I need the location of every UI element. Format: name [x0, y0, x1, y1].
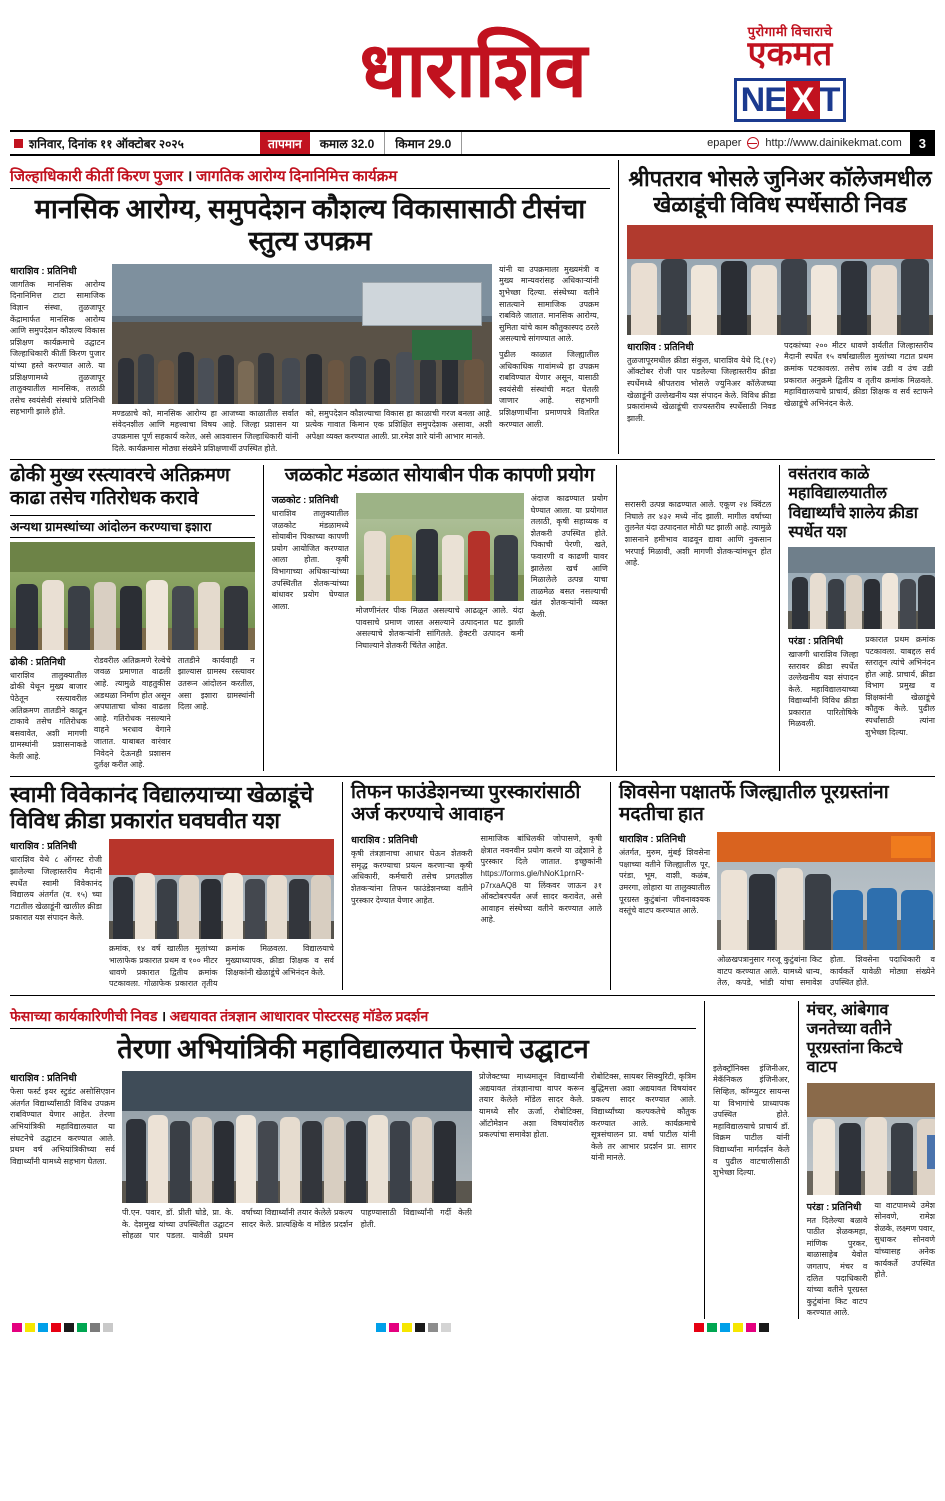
color-group-right — [694, 1323, 772, 1332]
mid-left-byline: ढोकी : प्रतिनिधी — [10, 656, 66, 668]
swatch-cyan-3 — [720, 1323, 730, 1332]
swatch-magenta — [12, 1323, 22, 1332]
page-number: 3 — [910, 132, 935, 154]
mid-right-byline: परंडा : प्रतिनिधी — [788, 635, 843, 647]
top-right-text-1: तुळजापूरमधील क्रीडा संकुल, धाराशिव येथे दि.(१२) ऑक्टोबर रोजी पार पडलेल्या जिल्हास्तरीय क्रीडा स्पर्धेमध्ये श्रीपतराव भोसले ज्युनिअर कॉलेजच्या खेळाडूंनी उल्लेखनीय यश संपादन केले. विविध क्रीडा प्रकारांमध्ये खेळाडूंची राज्यस्तरीय स्पर्धेसाठी निवड झाली. — [627, 355, 776, 423]
lead-kicker-right: जागतिक आरोग्य दिनानिमित्त कार्यक्रम — [196, 169, 398, 185]
bottom-right-headline: मंचर, आंबेगाव जनतेच्या वतीने पूरग्रस्तांना किटचे वाटप — [806, 1001, 903, 1077]
lead-text-4: यांनी या उपक्रमाला मुख्यमंत्री व मुख्य मान्यवरांसह अधिकाऱ्यांनी शुभेच्छा दिल्या. संस्थेच्या वतीने सातत्याने सामाजिक उपक्रम राबविले जातात. मानसिक आरोग्य, सुमिता यांचे काम कौतुकास्पद ठरले असल्याचे सांगण्यात आले. — [499, 264, 599, 344]
temperature-label: तापमान — [260, 132, 310, 154]
temperature-max: कमाल 32.0 — [310, 132, 386, 154]
publication-date: शनिवार, दिनांक ११ ऑक्टोबर २०२५ — [29, 136, 184, 151]
ekmat-wordmark: एकमत — [747, 36, 833, 73]
lead-photo-wrap — [112, 264, 492, 454]
top-right-story — [618, 160, 933, 454]
low-right-text-2: ओळखपत्रानुसार गरजू कुटुंबांना किट वाटप करण्यात आले. यामध्ये धान्य, तेल, कपडे, भांडी यांचा समावेश होता. शिवसेना पदाधिकारी व कार्यकर्ते यावेळी मोठ्या संख्येने उपस्थित होते. — [717, 955, 935, 988]
bottom-headline: तेरणा अभियांत्रिकी महाविद्यालयात फेसाचे उद्घाटन — [117, 1033, 589, 1064]
bottom-right-photo — [807, 1083, 935, 1195]
low-center-story — [342, 782, 602, 990]
lead-col-1 — [10, 264, 105, 454]
lead-kicker — [10, 166, 610, 186]
swatch-black-2 — [415, 1323, 425, 1332]
swatch-lightgray — [103, 1323, 113, 1332]
bottom-kicker — [10, 1007, 696, 1026]
bottom-story — [10, 1001, 696, 1319]
swatch-black-3 — [759, 1323, 769, 1332]
temperature-min: किमान 29.0 — [385, 132, 462, 154]
swatch-green — [77, 1323, 87, 1332]
bottom-photo — [122, 1071, 472, 1203]
lead-kicker-sep: । — [186, 169, 193, 185]
mid-right-text-2: प्रकारात प्रथम क्रमांक पटकावला. याबद्दल सर्व स्तरातून त्यांचे अभिनंदन होत आहे. प्राचार्य, क्रीडा विभाग प्रमुख व शिक्षकांनी खेळाडूंचे कौतुक केले. पुढील स्पर्धांसाठी त्यांना शुभेच्छा दिल्या. — [865, 634, 936, 737]
infobar-spacer — [462, 132, 707, 154]
mid-right-photo — [788, 547, 935, 629]
lead-photo — [112, 264, 492, 404]
mid-center-text-2: मोजणीनंतर पीक मिळत असल्याचे आढळून आले. यंदा पावसाचे प्रमाण जास्त असल्याने उत्पादनात घट झाली असल्याचे शेतकऱ्यांनी सांगितले. हेक्टरी उत्पादन कमी निघाल्याने शेतकरी चिंतेत आहेत. — [355, 605, 524, 650]
ekmat-tagline: पुरोगामी विचाराचे — [747, 24, 833, 39]
low-left-headline: स्वामी विवेकानंद विद्यालयाच्या खेळाडूंचे विविध क्रीडा प्रकारांत घवघवीत यश — [10, 781, 314, 834]
bottom-text-3: प्रोजेक्टच्या माध्यमातून विद्यार्थ्यांनी अद्ययावत तंत्रज्ञानाचा वापर करून तयार केलेले मॉडेल सादर केले. यामध्ये सौर ऊर्जा, रोबोटिक्स, ऑटोमेशन अशा विषयांवरील प्रकल्पांचा समावेश होता. — [479, 1072, 584, 1140]
mid-center-story — [263, 465, 608, 771]
bottom-right-story — [798, 1001, 935, 1319]
globe-icon — [747, 137, 759, 149]
mid-center-photo — [356, 493, 524, 601]
low-center-byline: धाराशिव : प्रतिनिधी — [351, 835, 418, 847]
bottom-text-4: रोबोटिक्स, सायबर सिक्युरिटी, कृत्रिम बुद्धिमत्ता अशा अद्ययावत विषयांवर प्रकल्प सादर करण्यात आले. विद्यार्थ्यांच्या कल्पकतेचे कौतुक करण्यात आले. कार्यक्रमाचे सूत्रसंचालन प्रा. वर्षा पाटील यांनी केले तर आभार प्रदर्शन प्रा. सागर यांनी मानले. — [591, 1072, 696, 1163]
middle-section — [10, 465, 935, 771]
masthead — [10, 0, 935, 130]
bottom-right-text-2: या वाटपामध्ये उमेश सोनवणे, रामेश शेळके, लक्ष्मण पवार, सुधाकर सोनवणे यांच्यासह अनेक कार्यकर्ते उपस्थित होते. — [874, 1200, 936, 1280]
low-center-text-2: सामाजिक बांधिलकी जोपासणे, कृषी क्षेत्रात नवनवीन प्रयोग करणे या उद्देशाने हे पुरस्कार दिले जातात. इच्छुकांनी https://forms.gle/hNoK1prnR-p7rxaAQ8 या लिंकवर जाऊन ३१ ऑक्टोबरपर्यंत अर्ज सादर करावेत, असे आवाहन संस्थेच्या वतीने करण्यात आले आहे. — [480, 834, 602, 925]
bottom-kicker-right: अद्ययावत तंत्रज्ञान आधारावर पोस्टरसह मॉडेल प्रदर्शन — [169, 1009, 429, 1025]
mid-left-photo — [10, 542, 255, 650]
low-left-text-2: क्रमांक, १४ वर्ष खालील मुलांच्या भालाफेक प्रकारात प्रथम व १०० मीटर धावणे प्रकारात द्वितीय क्रमांक पटकावला. गोळाफेक प्रकारात तृतीय क्रमांक मिळवला. विद्यालयाचे मुख्याध्यापक, क्रीडा शिक्षक व सर्व शिक्षकांनी खेळाडूंचे अभिनंदन केले. — [109, 944, 334, 989]
swatch-red — [51, 1323, 61, 1332]
bottom-text-1: फेसा फर्स्ट इयर स्टुडंट असोसिएशन अंतर्गत विद्यार्थ्यांसाठी विविध उपक्रम राबविण्यात येणार आहेत. तेरणा अभियांत्रिकी महाविद्यालयात या संघटनेचे उद्घाटन करण्यात आले. प्रथम वर्ष अभियांत्रिकीच्या सर्व विद्यार्थ्यांनी यामध्ये सहभाग घेतला. — [10, 1087, 115, 1166]
bottom-extra-col — [704, 1001, 790, 1319]
mid-left-text-3: तातडीने कार्यवाही न झाल्यास ग्रामस्थ रस्त्यावर उतरून आंदोलन करतील, असा इशारा ग्रामस्थांनी दिला आहे. — [177, 655, 255, 712]
color-group-left — [12, 1323, 116, 1332]
swatch-black — [64, 1323, 74, 1332]
lead-text-5: पुढील काळात जिल्ह्यातील अधिकाधिक गावांमध्ये हा उपक्रम राबविण्यात येणार असून, यासाठी स्वयंसेवी संस्थांची मदत घेतली जाणार आहे. सहभागी प्रशिक्षणार्थींना प्रमाणपत्रे वितरित करण्यात आली. — [499, 349, 599, 429]
bottom-byline: धाराशिव : प्रतिनिधी — [10, 1073, 77, 1085]
swatch-gray-2 — [428, 1323, 438, 1332]
bottom-text-5: इलेक्ट्रॉनिक्स इंजिनीअर, मेकॅनिकल इंजिनीअर, सिव्हिल, कॉम्प्युटर सायन्स या विभागांचे प्राध्यापक उपस्थित होते. महाविद्यालयाचे प्राचार्य डॉ. विक्रम पाटील यांनी विद्यार्थ्यांना मार्गदर्शन केले व पुढील वाटचालीसाठी शुभेच्छा दिल्या. — [713, 1063, 790, 1178]
swatch-cyan — [38, 1323, 48, 1332]
ekmat-logo — [675, 22, 905, 122]
next-logo — [734, 78, 847, 122]
bottom-kicker-sep: । — [160, 1009, 167, 1025]
epaper-url: http://www.dainikekmat.com — [765, 137, 902, 149]
low-right-photo — [717, 832, 935, 950]
swatch-lightgray-2 — [441, 1323, 451, 1332]
low-right-byline: धाराशिव : प्रतिनिधी — [619, 834, 686, 846]
mid-center-text-3: अंदाज काढण्यात प्रयोग घेण्यात आला. या प्रयोगात तलाठी, कृषी सहाय्यक व शेतकरी उपस्थित होते. पिकाची पेरणी, खते, फवारणी व काढणी यावर झालेला खर्च आणि मिळालेले उत्पन्न याचा ताळमेळ बसत नसल्याची खंत शेतकऱ्यांनी व्यक्त केली. — [530, 493, 608, 619]
mid-center-text-1: धाराशिव तालुक्यातील जळकोट मंडळामध्ये सोयाबीन पिकाच्या कापणी प्रयोग आयोजित करण्यात आला होता. कृषी विभागाच्या अधिकाऱ्यांच्या उपस्थितीत शेतकऱ्यांच्या बांधावर प्रयोग घेण्यात आला. — [271, 508, 349, 611]
swatch-yellow-3 — [733, 1323, 743, 1332]
lead-story — [10, 160, 610, 454]
low-right-headline: शिवसेना पक्षातर्फे जिल्ह्यातील पूरग्रस्तांना मदतीचा हात — [619, 781, 889, 826]
publication-date-wrap — [10, 132, 260, 154]
next-logo-post: T — [819, 81, 840, 119]
bottom-right-text-1: मत दिलेल्या बळावे पाठीत शेळकमहा, मांणिक पुरकर, बाळासाहेब येवोत जगताप, मंचर व दलित पदाधिकारी यांच्या वतीने पूरग्रस्त कुटुंबांना किट वाटप करण्यात आले. — [806, 1215, 868, 1318]
top-right-text-2: पदकांच्या २०० मीटर धावणे शर्यतीत जिल्हास्तरीय मैदानी स्पर्धेत १५ वर्षाखालील मुलांच्या गटात प्रथम क्रमांक पटकावला. तसेच लांब उडी व उंच उडी प्रकारात अनुक्रमे द्वितीय व तृतीय क्रमांक मिळवले. महाविद्यालयाचे प्राचार्य, क्रीडा शिक्षक व सर्व स्टाफने खेळाडूंचे अभिनंदन केले. — [784, 340, 933, 408]
top-right-photo — [627, 225, 933, 335]
low-left-text-1: धाराशिव येथे ८ ऑगस्ट रोजी झालेल्या जिल्हास्तरीय मैदानी स्पर्धेत स्वामी विवेकानंद विद्यालय अंतर्गत (व. १५) च्या गटातील खेळाडूंनी खालील क्रीडा प्रकारात यश संपादन केले. — [10, 855, 102, 923]
swatch-magenta-3 — [746, 1323, 756, 1332]
lead-text-1: जागतिक मानसिक आरोग्य दिनानिमित्त टाटा सामाजिक विज्ञान संस्था, तुळजापूर केंद्रामार्फत मानसिक आरोग्य आणि समुपदेशन कौशल्य विकास प्रशिक्षण कार्यक्रमाचे उद्घाटन जिल्हाधिकारी कीर्ती किरण पुजार यांच्या हस्ते करण्यात आले. या प्रशिक्षणामध्ये तुळजापूर तालुक्यातील मानसिक, तलाठी तसेच स्वयंसेवी संस्थांचे प्रतिनिधी सहभागी झाले होते. — [10, 279, 105, 417]
low-center-headline: तिफन फाउंडेशनच्या पुरस्कारांसाठी अर्ज करण्याचे आवाहन — [351, 781, 581, 826]
mid-left-story — [10, 465, 255, 771]
lead-col-4 — [499, 264, 599, 454]
bottom-section — [10, 1001, 935, 1319]
swatch-yellow-2 — [402, 1323, 412, 1332]
newspaper-title: धाराशिव — [359, 29, 586, 113]
red-square-icon — [14, 139, 23, 148]
mid-right-story — [779, 465, 935, 771]
mid-center-headline: जळकोट मंडळात सोयाबीन पीक कापणी प्रयोग — [284, 465, 595, 487]
low-left-story — [10, 782, 334, 990]
mid-left-text-1: धाराशिव तालुक्यातील ढोकी येथून मुख्य बाजार पेठेतून रस्त्यावरील अतिक्रमण तातडीने काढून टाकावे तसेच गतिरोधक बसवावेत, अशी मागणी ग्रामस्थांनी प्रशासनाकडे केली आहे. — [10, 670, 87, 761]
lead-byline: धाराशिव : प्रतिनिधी — [10, 265, 77, 277]
mid-left-subhead: अन्यथा ग्रामस्थांच्या आंदोलन करण्याचा इशारा — [10, 515, 255, 538]
mid-center-text-4: सरासरी उत्पन्न काढण्यात आले. एकूण २४ क्विंटल निघाले तर ४३२ मध्ये नोंद झाली. मागील वर्षाच्या तुलनेत यंदा उत्पादनात मोठी घट झाली आहे. त्यामुळे शासनाने हमीभाव वाढवून द्यावा आणि नुकसान भरपाई मिळावी, अशी मागणी शेतकऱ्यांमधून होत आहे. — [624, 500, 772, 568]
top-section — [10, 160, 935, 454]
lead-headline: मानसिक आरोग्य, समुपदेशन कौशल्य विकासासाठी टीसंचा स्तुत्य उपक्रम — [34, 194, 586, 257]
lead-kicker-left: जिल्हाधिकारी कीर्ती किरण पुजार — [10, 169, 184, 185]
info-bar — [10, 130, 935, 156]
mid-right-headline: वसंतराव काळे महाविद्यालयातील विद्यार्थ्यांचे शालेय क्रीडा स्पर्धेत यश — [788, 466, 918, 541]
swatch-cyan-2 — [376, 1323, 386, 1332]
bottom-kicker-left: फेसाच्या कार्यकारिणीची निवड — [10, 1009, 158, 1025]
low-left-photo — [109, 839, 334, 939]
low-left-byline: धाराशिव : प्रतिनिधी — [10, 841, 77, 853]
top-right-headline: श्रीपतराव भोसले जुनिअर कॉलेजमधील खेळाडूंची विविध स्पर्धेसाठी निवड — [628, 166, 932, 218]
mid-center-byline: जळकोट : प्रतिनिधी — [271, 494, 339, 506]
swatch-magenta-2 — [389, 1323, 399, 1332]
lower-section — [10, 782, 935, 990]
swatch-red-3 — [694, 1323, 704, 1332]
mid-left-text-2: रोडवरील अतिक्रमणे रेल्वेचे जवळ प्रमाणात वाढली आहे. त्यामुळे वाहतुकीस अडथळा निर्माण होत असून अपघाताचा धोका वाढला आहे. गतिरोधक नसल्याने वाहने भरधाव वेगाने जातात. याबाबत वारंवार निवेदने देऊनही प्रशासन दुर्लक्ष करीत आहे. — [93, 655, 171, 770]
swatch-green-3 — [707, 1323, 717, 1332]
lead-text-2: मण्डळाचे को, मानसिक आरोग्य हा आजच्या काळातील सर्वात संवेदनशील आणि महत्त्वाचा विषय आहे. जिल्हा प्रशासन या उपक्रमास पूर्ण सहकार्य करेल, असे आश्वासन जिल्हाधिकारी यांनी दिले. कार्यक्रमास मोठ्या संख्येने प्रशिक्षणार्थी उपस्थित होते. — [112, 408, 299, 453]
top-right-byline: धाराशिव : प्रतिनिधी — [627, 341, 694, 353]
mid-right-text-1: खाजगी धाराशिव जिल्हा स्तरावर क्रीडा स्पर्धेत उल्लेखनीय यश संपादन केले. महाविद्यालयाच्या विद्यार्थ्यांनी विविध क्रीडा प्रकारात पारितोषिके मिळवली. — [788, 649, 859, 729]
swatch-yellow — [25, 1323, 35, 1332]
registration-color-bar — [10, 1323, 935, 1333]
mid-left-headline: ढोकी मुख्य रस्त्यावरचे अतिक्रमण काढा तसेच गतिरोधक करावे — [10, 465, 230, 509]
next-logo-x: X — [786, 81, 820, 119]
lead-text-3: को, समुपदेशन कौशल्याचा विकास हा काळाची गरज बनला आहे. प्रत्येक गावात किमान एक प्रशिक्षित समुपदेशक असावा, अशी अपेक्षा व्यक्त करण्यात आली. प्रा.रमेश शारे यांनी आभार मानले. — [305, 408, 492, 441]
low-center-text-1: कृषी तंत्रज्ञानाचा आधार घेऊन शेतकरी समृद्ध करण्याचा प्रयत्न करणाऱ्या कृषी अधिकारी, कर्मचारी तसेच प्रगतशील शेतकऱ्यांना तिफन फाउंडेशनच्या वतीने पुरस्कार देण्यात येणार आहेत. — [351, 849, 473, 905]
bottom-text-2: पी.एन. पवार, डॉ. प्रीती घोडे, प्रा. के. के. देशमुख यांच्या उपस्थितीत उद्घाटन सोहळा पार पडला. यावेळी प्रथम वर्षाच्या विद्यार्थ्यांनी तयार केलेले प्रकल्प सादर केले. प्रात्यक्षिके व मॉडेल प्रदर्शन पाहण्यासाठी विद्यार्थ्यांनी गर्दी केली होती. — [122, 1208, 472, 1241]
next-logo-pre: NE — [740, 81, 786, 119]
color-group-mid — [376, 1323, 454, 1332]
mid-center-extra — [616, 465, 772, 771]
bottom-right-byline: परंडा : प्रतिनिधी — [806, 1201, 862, 1213]
epaper-label: epaper — [707, 137, 742, 149]
low-right-story — [610, 782, 935, 990]
swatch-gray — [90, 1323, 100, 1332]
low-right-text-1: अंतर्गत, मुरुम, मुंबई शिवसेना पक्षाच्या वतीने जिल्ह्यातील पूर, परंडा, भूम, वाशी, कळंब, उमरगा, लोहारा या तालुक्यातील पूरग्रस्त कुटुंबांना जीवनावश्यक वस्तूंचे वाटप करण्यात आले. — [619, 848, 711, 916]
epaper-link[interactable] — [707, 132, 910, 154]
